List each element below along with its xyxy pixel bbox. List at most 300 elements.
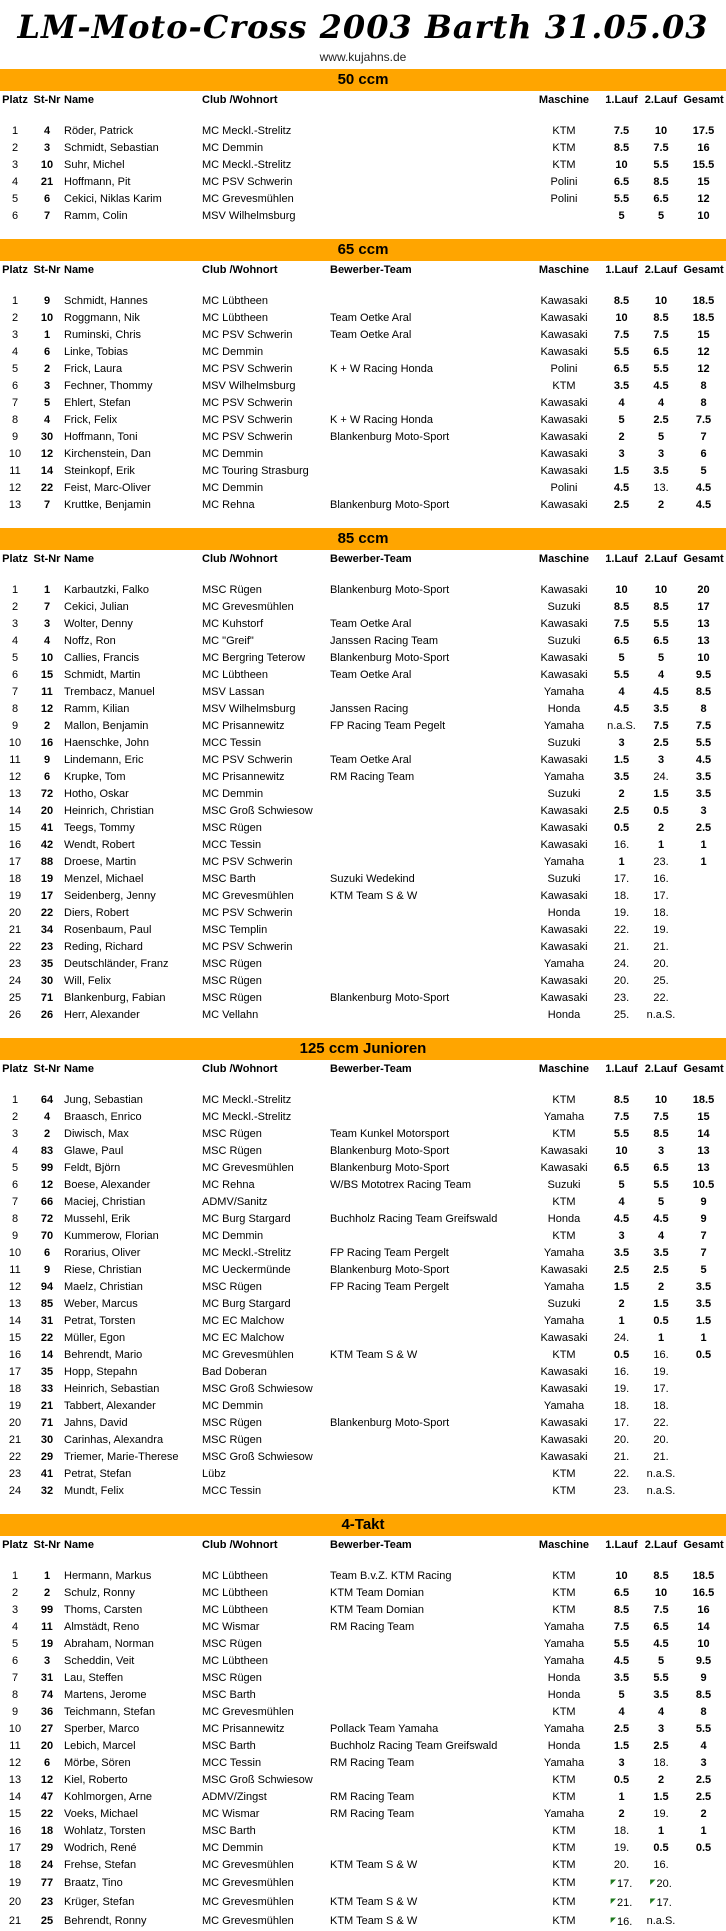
col-machine-header: Maschine xyxy=(538,264,590,276)
machine-cell-text: Yamaha xyxy=(543,771,585,783)
gesamt-cell xyxy=(681,1160,726,1177)
platz-cell-text: 1 xyxy=(11,295,19,307)
name-cell xyxy=(64,327,202,344)
platz-cell-text: 20 xyxy=(8,1417,22,1429)
name-cell xyxy=(64,990,202,1007)
name-cell-text: Rosenbaum, Paul xyxy=(64,924,152,936)
club-cell-text: MC Burg Stargard xyxy=(202,1298,291,1310)
machine-cell-text: KTM xyxy=(552,380,576,392)
col-startnumber-header: St-Nr xyxy=(33,264,61,276)
gesamt-cell xyxy=(681,429,726,446)
lauf1-cell-text: 0.5 xyxy=(613,1774,630,1786)
name-cell xyxy=(64,1602,202,1619)
gesamt-cell xyxy=(681,412,726,429)
name-cell-text: Mundt, Felix xyxy=(64,1485,124,1497)
team-cell xyxy=(330,378,526,395)
lauf2-cell xyxy=(641,277,681,310)
name-cell xyxy=(64,1313,202,1330)
name-cell xyxy=(64,1143,202,1160)
lauf1-cell xyxy=(602,429,641,446)
platz-cell xyxy=(0,395,30,412)
machine-cell xyxy=(526,905,602,922)
club-cell xyxy=(202,1381,330,1398)
team-cell-text: KTM Team S & W xyxy=(330,890,418,902)
startnumber-cell xyxy=(30,1160,64,1177)
club-cell xyxy=(202,1415,330,1432)
startnumber-cell xyxy=(30,1704,64,1721)
lauf2-cell-text: 25. xyxy=(653,975,669,987)
name-cell-text: Mörbe, Sören xyxy=(64,1757,131,1769)
lauf2-cell-text: 6.5 xyxy=(653,1162,669,1174)
club-cell xyxy=(202,820,330,837)
machine-cell-text: Kawasaki xyxy=(540,1366,588,1378)
name-cell-text: Sperber, Marco xyxy=(64,1723,140,1735)
lauf1-cell-text: 0.5 xyxy=(613,822,630,834)
name-cell-text: Almstädt, Reno xyxy=(64,1621,140,1633)
lauf1-cell xyxy=(602,1893,641,1912)
startnumber-cell-text: 71 xyxy=(40,1417,54,1429)
club-cell xyxy=(202,769,330,786)
platz-cell-text: 4 xyxy=(11,1145,19,1157)
name-cell xyxy=(64,1449,202,1466)
lauf1-cell-text: 4 xyxy=(618,397,625,409)
team-cell xyxy=(330,1687,526,1704)
lauf1-cell xyxy=(602,157,641,174)
platz-cell-text: 17 xyxy=(8,856,22,868)
startnumber-cell-text: 19 xyxy=(40,1638,54,1650)
name-cell xyxy=(64,1483,202,1500)
machine-cell xyxy=(526,1653,602,1670)
startnumber-cell xyxy=(30,174,64,191)
name-cell-text: Müller, Egon xyxy=(64,1332,126,1344)
team-cell-text: FP Racing Team Pergelt xyxy=(330,1247,449,1259)
lauf2-cell xyxy=(641,1313,681,1330)
lauf1-cell xyxy=(602,667,641,684)
gesamt-cell-text: 8.5 xyxy=(695,1689,712,1701)
gesamt-cell-text: 2 xyxy=(700,1808,707,1820)
lauf2-cell-text: 2 xyxy=(657,499,665,511)
team-cell-text: K + W Racing Honda xyxy=(330,363,434,375)
lauf1-cell-text: 8.5 xyxy=(613,1094,630,1106)
machine-cell-text: Yamaha xyxy=(543,958,585,970)
machine-cell-text: KTM xyxy=(552,1196,576,1208)
startnumber-cell xyxy=(30,344,64,361)
platz-cell xyxy=(0,956,30,973)
gesamt-cell xyxy=(681,667,726,684)
club-cell-text: MC Lübtheen xyxy=(202,669,269,681)
machine-cell-text: KTM xyxy=(552,1570,576,1582)
name-cell-text: Schmidt, Martin xyxy=(64,669,141,681)
club-cell xyxy=(202,1653,330,1670)
platz-cell-text: 11 xyxy=(9,1264,21,1276)
name-cell-text: Hoffmann, Toni xyxy=(64,431,138,443)
gesamt-cell xyxy=(681,888,726,905)
startnumber-cell xyxy=(30,1007,64,1024)
table-row xyxy=(0,463,726,480)
startnumber-cell-text: 74 xyxy=(40,1689,54,1701)
machine-cell-text: Kawasaki xyxy=(540,1417,588,1429)
lauf2-cell xyxy=(641,191,681,208)
startnumber-cell xyxy=(30,1347,64,1364)
lauf2-cell-text: 5 xyxy=(657,1196,665,1208)
lauf2-cell xyxy=(641,922,681,939)
platz-cell-text: 24 xyxy=(8,975,22,987)
startnumber-cell xyxy=(30,888,64,905)
platz-cell xyxy=(0,684,30,701)
gesamt-cell xyxy=(681,361,726,378)
team-cell xyxy=(330,1296,526,1313)
platz-cell-text: 12 xyxy=(8,1757,22,1769)
results-table xyxy=(0,550,726,1024)
team-cell xyxy=(330,888,526,905)
machine-cell-text: Yamaha xyxy=(543,856,585,868)
machine-cell-text: Honda xyxy=(547,1213,581,1225)
gesamt-cell-text: 5.5 xyxy=(695,737,712,749)
startnumber-cell xyxy=(30,854,64,871)
lauf2-cell xyxy=(641,1432,681,1449)
club-cell-text: MC PSV Schwerin xyxy=(202,754,293,766)
club-cell xyxy=(202,616,330,633)
lauf2-cell-text: 1 xyxy=(657,1825,665,1837)
platz-cell xyxy=(0,650,30,667)
startnumber-cell-text: 66 xyxy=(40,1196,54,1208)
table-row xyxy=(0,1585,726,1602)
machine-cell xyxy=(526,1483,602,1500)
lauf2-cell xyxy=(641,820,681,837)
team-cell-text: RM Racing Team xyxy=(330,1791,415,1803)
club-cell-text: MSC Rügen xyxy=(202,1638,262,1650)
gesamt-cell-text: 5 xyxy=(700,465,707,477)
platz-cell-text: 8 xyxy=(11,703,19,715)
lauf1-cell-text: 3.5 xyxy=(613,1672,630,1684)
lauf1-cell-text: 5 xyxy=(618,1689,625,1701)
club-cell-text: MC Prisannewitz xyxy=(202,771,285,783)
platz-cell-text: 22 xyxy=(8,941,22,953)
club-cell xyxy=(202,633,330,650)
team-cell-text: Suzuki Wedekind xyxy=(330,873,415,885)
results-table-body xyxy=(0,107,726,225)
results-table xyxy=(0,91,726,225)
club-cell xyxy=(202,1806,330,1823)
team-cell xyxy=(330,1398,526,1415)
lauf2-cell-text: 1 xyxy=(657,839,665,851)
lauf2-cell-text: 7.5 xyxy=(653,1604,669,1616)
club-cell-text: MC Meckl.-Strelitz xyxy=(202,159,292,171)
club-cell xyxy=(202,888,330,905)
club-cell-text: MC Meckl.-Strelitz xyxy=(202,1247,292,1259)
gesamt-cell xyxy=(681,1806,726,1823)
gesamt-cell-text: 3.5 xyxy=(695,1281,712,1293)
lauf2-cell-text: 5 xyxy=(657,210,665,222)
platz-cell xyxy=(0,1143,30,1160)
machine-cell xyxy=(526,429,602,446)
platz-cell xyxy=(0,1670,30,1687)
machine-cell-text: KTM xyxy=(552,1349,576,1361)
gesamt-cell xyxy=(681,616,726,633)
gesamt-cell-text: 1 xyxy=(700,1332,707,1344)
startnumber-cell xyxy=(30,378,64,395)
lauf2-cell-text: 4 xyxy=(657,397,665,409)
startnumber-cell-text: 20 xyxy=(40,805,54,817)
lauf1-cell-text: 10 xyxy=(615,584,628,596)
lauf2-cell-text: 16. xyxy=(653,1859,669,1871)
lauf2-cell xyxy=(641,1330,681,1347)
machine-cell xyxy=(526,1466,602,1483)
club-cell-text: MSC Rügen xyxy=(202,1672,262,1684)
lauf1-cell-text: 4 xyxy=(618,1196,625,1208)
startnumber-cell-text: 7 xyxy=(43,499,51,511)
machine-cell xyxy=(526,1143,602,1160)
machine-cell-text: Honda xyxy=(547,907,581,919)
lauf2-cell xyxy=(641,566,681,599)
startnumber-cell-text: 22 xyxy=(40,907,54,919)
lauf2-cell xyxy=(641,140,681,157)
startnumber-cell-text: 71 xyxy=(40,992,54,1004)
gesamt-cell-text: 12 xyxy=(697,363,710,375)
name-cell-text: Diers, Robert xyxy=(64,907,129,919)
startnumber-cell xyxy=(30,701,64,718)
lauf1-cell-text: 4 xyxy=(618,1706,625,1718)
gesamt-cell xyxy=(681,752,726,769)
club-cell xyxy=(202,1449,330,1466)
lauf2-cell-text: 4 xyxy=(657,1230,665,1242)
col-machine-header: Maschine xyxy=(538,1539,590,1551)
name-cell-text: Linke, Tobias xyxy=(64,346,129,358)
club-cell-text: MC Demmin xyxy=(202,1230,264,1242)
startnumber-cell-text: 33 xyxy=(40,1383,54,1395)
club-cell-text: MC Lübtheen xyxy=(202,312,269,324)
machine-cell-text: KTM xyxy=(552,1877,576,1889)
club-cell xyxy=(202,1398,330,1415)
startnumber-cell-text: 1 xyxy=(43,1570,51,1582)
club-cell xyxy=(202,1211,330,1228)
name-cell-text: Maciej, Christian xyxy=(64,1196,146,1208)
platz-cell-text: 7 xyxy=(11,686,19,698)
lauf2-cell-text: 5.5 xyxy=(653,618,669,630)
team-cell-text: RM Racing Team xyxy=(330,771,415,783)
gesamt-cell-text: 7 xyxy=(700,431,707,443)
startnumber-cell xyxy=(30,1772,64,1789)
website-link[interactable]: www.kujahns.de xyxy=(319,50,407,64)
machine-cell-text: Kawasaki xyxy=(540,890,588,902)
startnumber-cell xyxy=(30,1552,64,1585)
table-row xyxy=(0,990,726,1007)
club-cell-text: MC Demmin xyxy=(202,788,264,800)
table-row xyxy=(0,1160,726,1177)
name-cell xyxy=(64,310,202,327)
lauf2-cell xyxy=(641,1806,681,1823)
machine-cell-text: Suzuki xyxy=(547,788,581,800)
club-cell-text: MSC Rügen xyxy=(202,1145,262,1157)
lauf2-cell-text: 4.5 xyxy=(653,1638,669,1650)
startnumber-cell-text: 21 xyxy=(40,1400,54,1412)
lauf2-cell xyxy=(641,888,681,905)
machine-cell xyxy=(526,1738,602,1755)
lauf2-cell-text: 7.5 xyxy=(653,720,669,732)
platz-cell-text: 1 xyxy=(11,584,19,596)
team-cell xyxy=(330,973,526,990)
lauf2-cell-text: 19. xyxy=(653,924,669,936)
table-row xyxy=(0,650,726,667)
team-cell xyxy=(330,1262,526,1279)
name-cell-text: Deutschländer, Franz xyxy=(64,958,169,970)
team-cell xyxy=(330,277,526,310)
startnumber-cell xyxy=(30,1177,64,1194)
col-lauf1-header: 1.Lauf xyxy=(605,264,638,276)
lauf2-cell xyxy=(641,769,681,786)
gesamt-cell xyxy=(681,1262,726,1279)
startnumber-cell-text: 2 xyxy=(43,1128,51,1140)
name-cell-text: Haenschke, John xyxy=(64,737,149,749)
club-cell xyxy=(202,463,330,480)
team-cell-text: KTM Team Domian xyxy=(330,1587,424,1599)
startnumber-cell-text: 11 xyxy=(41,686,53,698)
lauf2-cell-text: 2.5 xyxy=(653,737,669,749)
startnumber-cell-text: 83 xyxy=(40,1145,54,1157)
club-cell-text: MSV Wilhelmsburg xyxy=(202,703,296,715)
name-cell xyxy=(64,107,202,140)
machine-cell-text: Kawasaki xyxy=(540,465,588,477)
table-row xyxy=(0,684,726,701)
gesamt-cell-text: 13 xyxy=(697,1162,710,1174)
platz-cell xyxy=(0,1893,30,1912)
lauf1-cell xyxy=(602,1874,641,1893)
team-cell xyxy=(330,1076,526,1109)
startnumber-cell-text: 72 xyxy=(40,788,54,800)
team-cell xyxy=(330,1432,526,1449)
lauf1-cell xyxy=(602,1789,641,1806)
gesamt-cell-text: 1 xyxy=(700,856,707,868)
platz-cell-text: 6 xyxy=(11,380,19,392)
machine-cell-text: Honda xyxy=(547,1689,581,1701)
lauf2-cell xyxy=(641,718,681,735)
lauf1-cell-text: 5.5 xyxy=(613,1638,630,1650)
team-cell-text: Buchholz Racing Team Greifswald xyxy=(330,1213,498,1225)
machine-cell-text: Yamaha xyxy=(543,1808,585,1820)
lauf2-cell-text: 0.5 xyxy=(653,1315,669,1327)
startnumber-cell xyxy=(30,1228,64,1245)
machine-cell-text: Kawasaki xyxy=(540,992,588,1004)
name-cell-text: Petrat, Stefan xyxy=(64,1468,132,1480)
name-cell-text: Frick, Felix xyxy=(64,414,118,426)
result-section xyxy=(0,1038,726,1500)
name-cell-text: Seidenberg, Jenny xyxy=(64,890,156,902)
club-cell-text: MC Ueckermünde xyxy=(202,1264,291,1276)
team-cell xyxy=(330,1823,526,1840)
table-row xyxy=(0,1653,726,1670)
startnumber-cell-text: 4 xyxy=(43,635,51,647)
gesamt-cell-text: 9.5 xyxy=(695,1655,712,1667)
startnumber-cell xyxy=(30,1449,64,1466)
platz-cell xyxy=(0,480,30,497)
table-row xyxy=(0,1143,726,1160)
lauf2-cell-text: 16. xyxy=(653,873,669,885)
lauf2-cell xyxy=(641,1840,681,1857)
startnumber-cell-text: 12 xyxy=(40,1774,54,1786)
lauf2-cell-text: 8.5 xyxy=(653,176,669,188)
platz-cell xyxy=(0,1432,30,1449)
club-cell-text: MC Lübtheen xyxy=(202,1570,269,1582)
startnumber-cell xyxy=(30,1755,64,1772)
gesamt-cell xyxy=(681,650,726,667)
lauf2-cell-text: 5 xyxy=(657,431,665,443)
machine-cell xyxy=(526,803,602,820)
platz-cell-text: 7 xyxy=(11,1672,19,1684)
club-cell xyxy=(202,1893,330,1912)
lauf2-cell xyxy=(641,1466,681,1483)
machine-cell-text: Suzuki xyxy=(547,635,581,647)
table-header-row xyxy=(0,1060,726,1076)
results-table-body xyxy=(0,1552,726,1931)
machine-cell-text: Kawasaki xyxy=(540,1145,588,1157)
team-cell xyxy=(330,208,526,225)
name-cell-text: Callies, Francis xyxy=(64,652,140,664)
gesamt-cell xyxy=(681,1704,726,1721)
platz-cell xyxy=(0,277,30,310)
lauf1-cell-text: 5 xyxy=(618,652,625,664)
club-cell xyxy=(202,1552,330,1585)
club-cell xyxy=(202,1262,330,1279)
name-cell xyxy=(64,480,202,497)
table-row xyxy=(0,1211,726,1228)
gesamt-cell-text: 7 xyxy=(700,1247,707,1259)
machine-cell xyxy=(526,1381,602,1398)
machine-cell xyxy=(526,633,602,650)
lauf1-cell-text: 8.5 xyxy=(613,142,630,154)
lauf2-cell xyxy=(641,1823,681,1840)
gesamt-cell xyxy=(681,1279,726,1296)
lauf1-cell xyxy=(602,191,641,208)
startnumber-cell-text: 25 xyxy=(40,1915,54,1927)
machine-cell-text: Kawasaki xyxy=(540,346,588,358)
machine-cell xyxy=(526,1126,602,1143)
platz-cell-text: 15 xyxy=(8,822,22,834)
lauf1-cell-text: 6.5 xyxy=(613,635,630,647)
machine-cell-text: Suzuki xyxy=(547,1179,581,1191)
machine-cell xyxy=(526,973,602,990)
team-cell-text: FP Racing Team Pergelt xyxy=(330,1281,449,1293)
club-cell-text: MC Meckl.-Strelitz xyxy=(202,125,292,137)
machine-cell xyxy=(526,1007,602,1024)
lauf2-cell xyxy=(641,1126,681,1143)
gesamt-cell xyxy=(681,1347,726,1364)
club-cell xyxy=(202,1602,330,1619)
startnumber-cell-text: 4 xyxy=(43,125,51,137)
startnumber-cell xyxy=(30,208,64,225)
lauf2-cell-text: 8.5 xyxy=(653,1128,669,1140)
platz-cell xyxy=(0,361,30,378)
team-cell xyxy=(330,837,526,854)
machine-cell xyxy=(526,208,602,225)
club-cell-text: MC Rehna xyxy=(202,499,255,511)
lauf2-cell-text: 1.5 xyxy=(653,1298,669,1310)
name-cell-text: Blankenburg, Fabian xyxy=(64,992,166,1004)
name-cell-text: Ruminski, Chris xyxy=(64,329,142,341)
platz-cell xyxy=(0,1789,30,1806)
team-cell xyxy=(330,1912,526,1931)
name-cell xyxy=(64,1636,202,1653)
table-row xyxy=(0,277,726,310)
machine-cell xyxy=(526,667,602,684)
startnumber-cell xyxy=(30,1076,64,1109)
name-cell-text: Weber, Marcus xyxy=(64,1298,138,1310)
team-cell xyxy=(330,735,526,752)
table-row xyxy=(0,1296,726,1313)
gesamt-cell-text: 10.5 xyxy=(692,1179,715,1191)
gesamt-cell xyxy=(681,1585,726,1602)
platz-cell-text: 15 xyxy=(8,1808,22,1820)
lauf2-cell xyxy=(641,973,681,990)
